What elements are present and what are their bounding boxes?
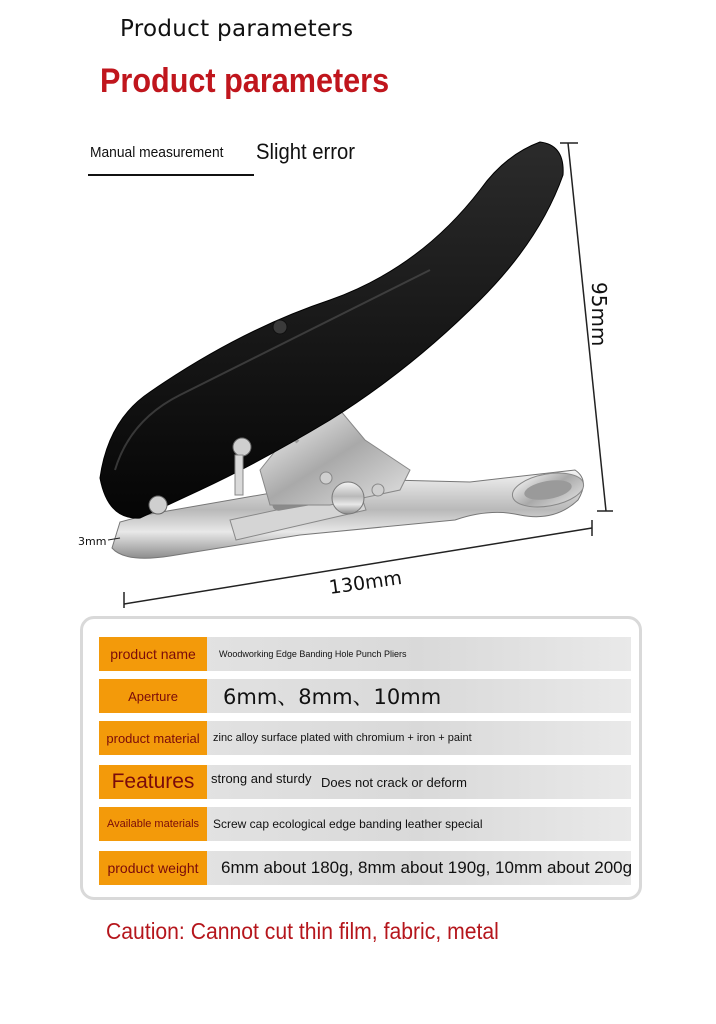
caution-text: Caution: Cannot cut thin film, fabric, metal (106, 918, 499, 944)
row-label: Aperture (99, 679, 207, 713)
row-value: strong and sturdy (211, 770, 312, 786)
table-row (99, 637, 631, 671)
row-value: zinc alloy surface plated with chromium + iron + paint (213, 732, 472, 744)
row-label: product material (99, 721, 207, 755)
table-row (99, 851, 631, 885)
row-value: Does not crack or deform (321, 774, 467, 790)
manual-measurement-label: Manual measurement (90, 144, 224, 161)
row-label: product name (99, 637, 207, 671)
height-label: 95mm (587, 282, 611, 347)
table-row (99, 679, 631, 713)
thickness-label: 3mm (78, 535, 107, 548)
row-label: Features (99, 765, 207, 799)
row-value: Woodworking Edge Banding Hole Punch Pliers (219, 649, 407, 659)
row-label: product weight (99, 851, 207, 885)
slight-error-label: Slight error (256, 139, 355, 164)
page-title: Product parameters (100, 62, 390, 100)
table-row (99, 721, 631, 755)
row-value: 6mm about 180g, 8mm about 190g, 10mm about 200g (221, 858, 633, 877)
thumb-screw (332, 482, 364, 514)
length-label: 130mm (327, 566, 404, 599)
row-value: 6mm、8mm、10mm (223, 685, 442, 709)
rivet (273, 320, 287, 334)
table-row (99, 807, 631, 841)
table-row (99, 765, 631, 799)
top-title: Product parameters (120, 16, 354, 42)
row-label: Available materials (99, 807, 207, 841)
rivet (233, 438, 251, 456)
parameters-table (80, 616, 642, 900)
row-value: Screw cap ecological edge banding leather special (213, 817, 483, 831)
rivet (149, 496, 167, 514)
